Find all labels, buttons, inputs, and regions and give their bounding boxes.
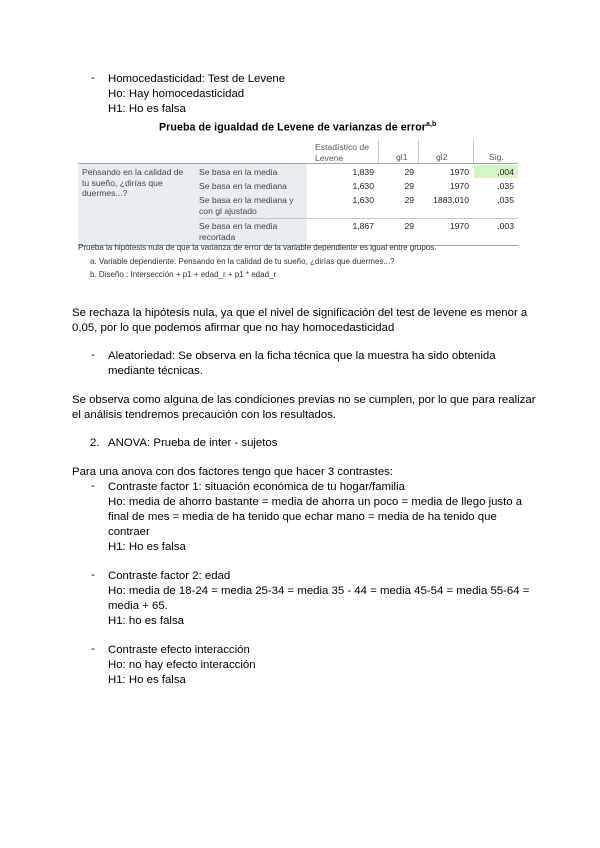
anova-title: ANOVA: Prueba de inter - sujetos: [108, 437, 278, 449]
levene-table-title: Prueba de igualdad de Levene de varianzas de error$^{a,b}$: [159, 121, 437, 134]
header-df1: gl1: [396, 152, 408, 162]
table-cell: 29: [404, 195, 414, 205]
paragraph-text: 0,05, por lo que podemos afirmar que no hay homocedasticidad: [72, 322, 395, 334]
table-cell: ,004: [497, 167, 514, 177]
table-row-label: Se basa en la mediana y con gl ajustado: [199, 195, 294, 216]
header-sig: Sig.: [489, 152, 504, 162]
contrast1-text: contraer: [108, 526, 150, 538]
contrast1-text: final de mes = media de ha tenido que echar mano = media de ha tenido que: [108, 511, 497, 523]
contrast3-h1: H1: Ho es falsa: [108, 674, 186, 686]
table-cell: 1,630: [352, 195, 374, 205]
row-divider: [199, 218, 518, 219]
contrast3-h0: Ho: no hay efecto interacción: [108, 659, 256, 671]
levene-bullet: -: [91, 72, 95, 84]
paragraph-text: Se rechaza la hipótesis nula, ya que el nivel de significación del test de levene es menor a: [72, 307, 528, 319]
table-cell: 29: [404, 167, 414, 177]
table-row-label: Se basa en la media recortada: [199, 221, 278, 242]
table-cell: ,035: [497, 195, 514, 205]
levene-h0: Ho: Hay homocedasticidad: [108, 88, 245, 100]
table-cell: 1,630: [352, 181, 374, 191]
contrast2-h1: H1: ho es falsa: [108, 615, 184, 627]
table-cell: 1,867: [352, 221, 374, 231]
contrast3-bullet: -: [91, 643, 95, 655]
contrast2-text: Ho: media de 18-24 = media 25-34 = media 35 - 44 = media 45-54 = media 55-64 =: [108, 585, 530, 597]
col-divider: [418, 140, 419, 163]
table-cell: 1970: [449, 221, 469, 231]
table-cell: 1883,010: [433, 195, 469, 205]
table-cell: 1,839: [352, 167, 374, 177]
contrast1-title: Contraste factor 1: situación económica de tu hogar/familia: [108, 481, 405, 493]
random-bullet: -: [91, 349, 95, 361]
table-cell: ,003: [497, 221, 514, 231]
table-cell: 1970: [449, 167, 469, 177]
levene-title: Homocedasticidad: Test de Levene: [108, 73, 286, 85]
levene-h1: H1: Ho es falsa: [108, 103, 186, 115]
contrast1-bullet: -: [91, 480, 95, 492]
paragraph-text: Para una anova con dos factores tengo que hacer 3 contrastes:: [72, 466, 394, 478]
table-row-label: Pensando en la calidad de tu sueño, ¿dirías que duermes...?: [82, 167, 184, 198]
table-note-b: b. Diseño : Intersección + p1 + edad_r + p1 * edad_r: [90, 270, 277, 279]
random-text: Aleatoriedad: Se observa en la ficha técnica que la muestra ha sido obtenida: [108, 350, 496, 362]
contrast1-h1: H1: Ho es falsa: [108, 541, 186, 553]
table-cell: 29: [404, 221, 414, 231]
contrast2-bullet: -: [91, 569, 95, 581]
table-note: Prueba la hipótesis nula de que la varianza de error de la variable dependiente es igual entre grupos.: [78, 243, 437, 252]
table-note-a: a. Variable dependiente: Pensando en la calidad de tu sueño, ¿dirías que duermes...?: [90, 257, 395, 266]
table-row-label: Se basa en la media: [199, 167, 278, 177]
contrast2-text: media + 65.: [108, 600, 168, 612]
col-divider: [378, 140, 379, 163]
table-cell: ,035: [497, 181, 514, 191]
random-text: mediante técnicas.: [108, 365, 203, 377]
contrast2-title: Contraste factor 2: edad: [108, 570, 231, 582]
contrast1-text: Ho: media de ahorro bastante = media de ahorra un poco = media de llego justo a: [108, 496, 523, 508]
paragraph-text: el análisis tendremos precaución con los resultados.: [72, 409, 337, 421]
contrast3-title: Contraste efecto interacción: [108, 644, 250, 656]
table-cell: 29: [404, 181, 414, 191]
paragraph-text: Se observa como alguna de las condiciones previas no se cumplen, por lo que para realizar: [72, 394, 536, 406]
header-stat: Estadístico de Levene: [315, 142, 369, 163]
table-row-label: Se basa en la mediana: [199, 181, 287, 191]
header-df2: gl2: [436, 152, 448, 162]
anova-number: 2.: [90, 437, 100, 449]
table-cell: 1970: [449, 181, 469, 191]
col-divider: [473, 140, 474, 163]
levene-table: [78, 140, 518, 246]
